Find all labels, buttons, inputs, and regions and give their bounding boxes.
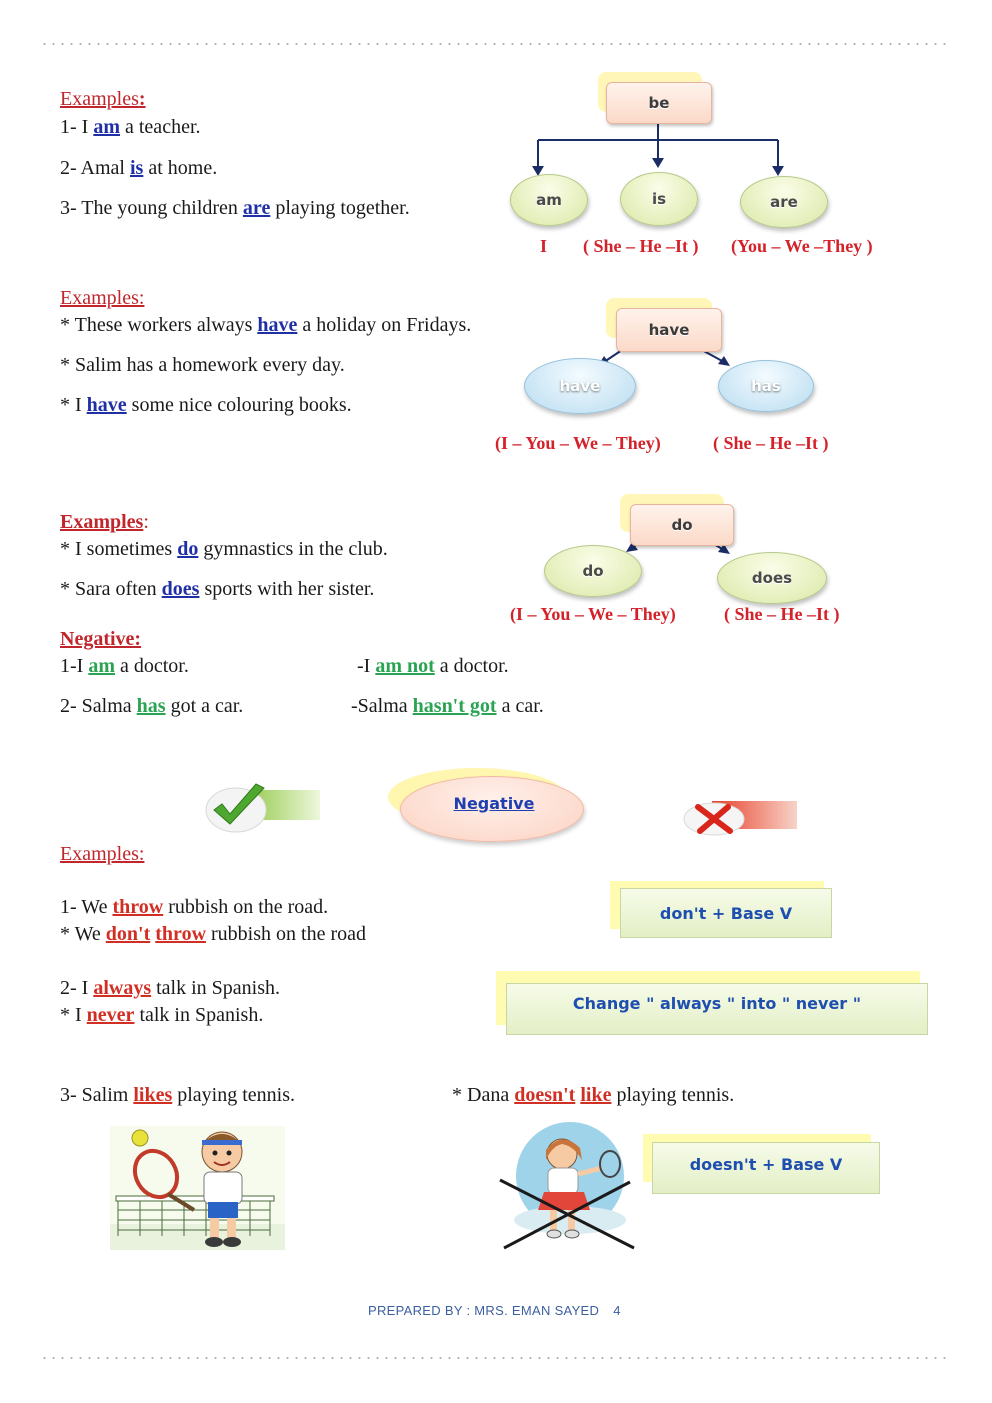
negative-row2-affirmative: 2- Salma has got a car. xyxy=(60,695,244,717)
have-pronoun-plural: (I – You – We – They) xyxy=(495,433,661,453)
do-root-box: do xyxy=(630,504,734,546)
be-pronoun-is: ( She – He –It ) xyxy=(583,236,699,256)
is-oval: is xyxy=(620,172,698,226)
do-example-1: * I sometimes do gymnastics in the club. xyxy=(60,538,388,560)
section-have-heading: Examples: xyxy=(60,287,145,309)
footer: PREPARED BY : MRS. EMAN SAYED 4 xyxy=(368,1303,621,1318)
section-do-heading: Examples: xyxy=(60,511,149,533)
have-root-box: have xyxy=(616,308,722,352)
do-pronoun-singular: ( She – He –It ) xyxy=(724,604,840,624)
cross-mark-icon xyxy=(672,795,802,840)
neg-example-2a: 2- I always talk in Spanish. xyxy=(60,977,281,999)
are-oval: are xyxy=(740,176,828,228)
neg-example-3b: * Dana doesn't like playing tennis. xyxy=(452,1084,735,1106)
top-dotted-border xyxy=(40,42,952,46)
do-pronoun-plural: (I – You – We – They) xyxy=(510,604,676,624)
be-diagram-connectors xyxy=(520,118,810,178)
negative-row1-affirmative: 1-I am a doctor. xyxy=(60,655,189,677)
bottom-dotted-border xyxy=(40,1356,952,1360)
be-example-2: 2- Amal is at home. xyxy=(60,157,218,179)
negative-heading: Negative: xyxy=(60,628,142,650)
do-example-2: * Sara often does sports with her sister. xyxy=(60,578,375,600)
negative-row1-negative: -I am not a doctor. xyxy=(357,655,509,677)
girl-tennis-crossed-illustration xyxy=(498,1120,636,1252)
have-oval: have xyxy=(524,358,636,414)
rule-dont-base-v: don't + Base V xyxy=(620,888,832,938)
neg-example-2b: * I never talk in Spanish. xyxy=(60,1004,264,1026)
negative-banner-label: Negative xyxy=(453,793,535,813)
neg-example-3a: 3- Salim likes playing tennis. xyxy=(60,1084,296,1106)
negative-row2-negative: -Salma hasn't got a car. xyxy=(351,695,544,717)
be-root-box: be xyxy=(606,82,712,124)
neg-examples-heading: Examples: xyxy=(60,843,145,865)
neg-example-1a: 1- We throw rubbish on the road. xyxy=(60,896,329,918)
have-example-1: * These workers always have a holiday on Fridays. xyxy=(60,314,472,336)
page-number: 4 xyxy=(613,1303,621,1318)
do-oval: do xyxy=(544,545,642,597)
be-pronoun-am: I xyxy=(540,236,548,256)
be-example-3: 3- The young children are playing together. xyxy=(60,197,410,219)
be-pronoun-are: (You – We –They ) xyxy=(731,236,873,256)
negative-banner xyxy=(400,776,584,842)
neg-example-1b: * We don't throw rubbish on the road xyxy=(60,923,366,945)
rule-doesnt-base-v: doesn't + Base V xyxy=(652,1142,880,1194)
have-pronoun-singular: ( She – He –It ) xyxy=(713,433,829,453)
check-mark-icon xyxy=(200,780,325,836)
have-example-3: * I have some nice colouring books. xyxy=(60,394,352,416)
be-example-1: 1- I am a teacher. xyxy=(60,116,201,138)
does-oval: does xyxy=(717,552,827,604)
am-oval: am xyxy=(510,174,588,226)
boy-tennis-illustration xyxy=(110,1126,285,1250)
section-be-heading: Examples: xyxy=(60,88,146,110)
rule-always-never: Change " always " into " never " xyxy=(506,983,928,1035)
has-oval: has xyxy=(718,360,814,412)
have-example-2: * Salim has a homework every day. xyxy=(60,354,345,376)
